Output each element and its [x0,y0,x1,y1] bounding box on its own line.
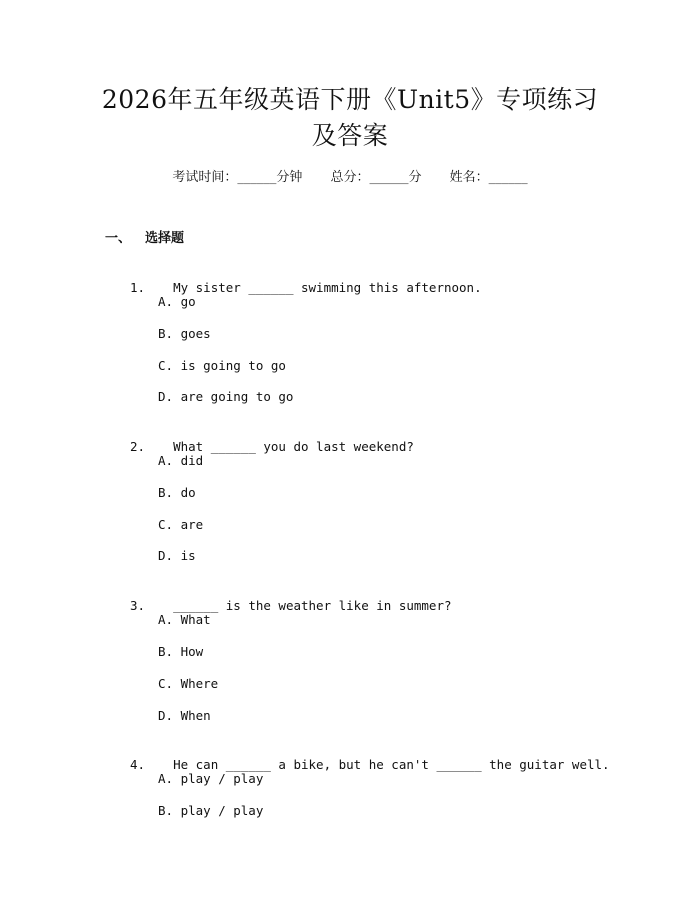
question [130,420,414,456]
question-number: 4. [130,757,146,772]
question [130,579,452,615]
answer-option: A. What [158,612,211,627]
student-name [450,170,528,185]
student-name-label: 姓名： [449,170,489,185]
section-heading [105,229,184,249]
student-name-blank: ______ [488,170,528,185]
question-text: What ______ you do last weekend? [173,439,414,454]
exam-time [172,170,302,185]
answer-option: B. goes [158,326,211,341]
total-score-unit: 分 [408,170,422,185]
exam-time-unit: 分钟 [276,170,303,185]
exam-time-blank: ______ [237,170,277,185]
question-number: 2. [130,439,146,454]
question-number: 1. [130,280,146,295]
exam-info [0,168,700,188]
total-score [330,170,421,185]
section-number: 一、 [105,231,132,246]
page-title: 2026年五年级英语下册《Unit5》专项练习 [101,85,599,114]
total-score-blank: ______ [369,170,409,185]
total-score-label: 总分： [330,170,370,185]
answer-option: A. did [158,453,204,468]
question-number: 3. [130,598,146,613]
section-title: 选择题 [145,231,185,246]
answer-option: C. Where [158,676,219,691]
answer-option: C. are [158,517,204,532]
question-text: He can ______ a bike, but he can't ______ the guitar well. [173,757,610,772]
answer-option: D. are going to go [158,389,294,404]
answer-option: A. play / play [158,771,264,786]
question-text: My sister ______ swimming this afternoon. [173,280,482,295]
answer-option: A. go [158,294,196,309]
question [130,738,610,774]
page-title-line2: 及答案 [311,121,389,150]
answer-option: B. How [158,644,204,659]
answer-option: D. is [158,548,196,563]
exam-time-label: 考试时间： [172,170,238,185]
answer-option: B. do [158,485,196,500]
answer-option: B. play / play [158,803,264,818]
question-text: ______ is the weather like in summer? [173,598,452,613]
answer-option: D. When [158,708,211,723]
question [130,261,482,297]
answer-option: C. is going to go [158,358,286,373]
